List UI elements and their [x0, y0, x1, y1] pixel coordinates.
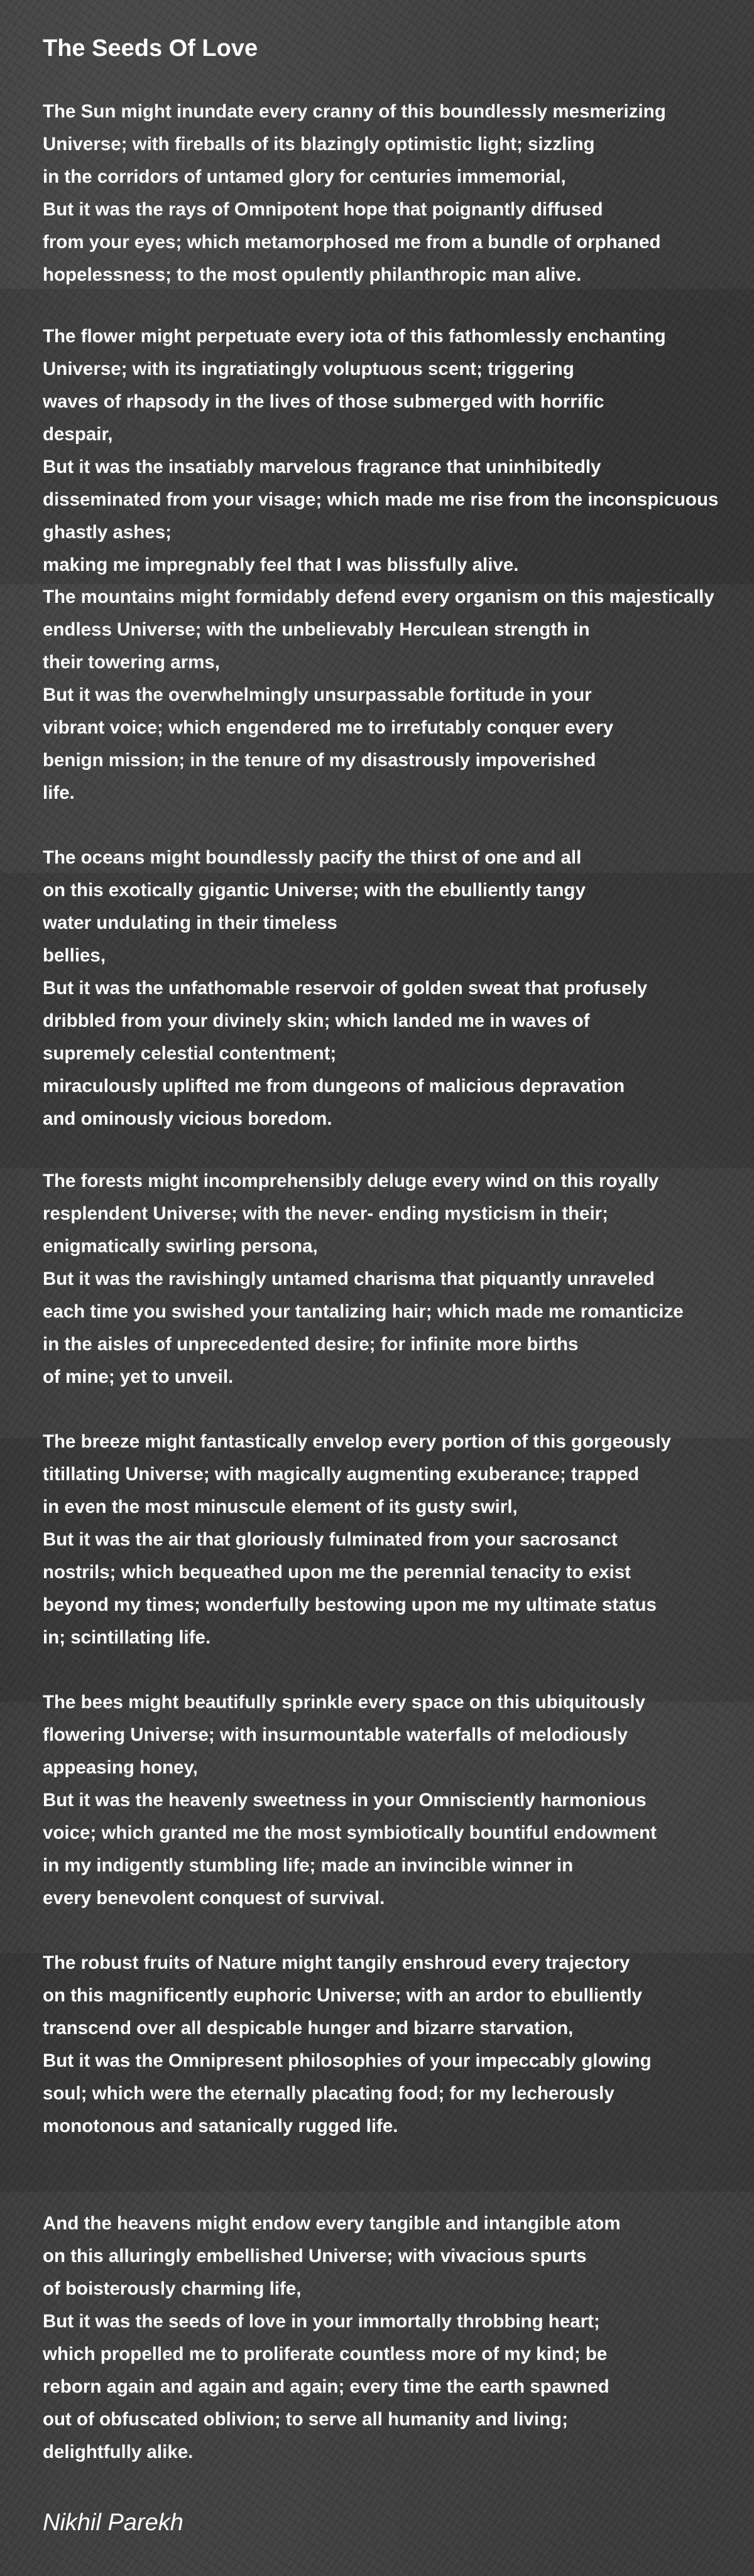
- poem-line: transcend over all despicable hunger and bizarre starvation,: [43, 2018, 574, 2038]
- poem-line: But it was the heavenly sweetness in your Omnisciently harmonious: [43, 1790, 647, 1810]
- poem-line: monotonous and satanically rugged life.: [43, 2116, 398, 2136]
- poem-line: beyond my times; wonderfully bestowing upon me my ultimate status: [43, 1594, 657, 1615]
- poem-line: on this alluringly embellished Universe; with vivacious spurts: [43, 2246, 587, 2266]
- poem-title: The Seeds Of Love: [43, 35, 258, 62]
- poem-line: making me impregnably feel that I was blissfully alive.: [43, 555, 519, 575]
- poem-line: miraculously uplifted me from dungeons of malicious depravation: [43, 1076, 625, 1096]
- poem-stanza: [43, 95, 754, 291]
- poem-line: But it was the insatiably marvelous fragrance that uninhibitedly: [43, 457, 601, 477]
- poem-line: And the heavens might endow every tangible and intangible atom: [43, 2213, 621, 2234]
- poem-line: ghastly ashes;: [43, 522, 172, 543]
- poem-line: their towering arms,: [43, 652, 220, 673]
- poem-line: But it was the Omnipresent philosophies of your impeccably glowing: [43, 2050, 652, 2071]
- poem-line: resplendent Universe; with the never- ending mysticism in their;: [43, 1203, 608, 1224]
- poem-line: But it was the seeds of love in your immortally throbbing heart;: [43, 2311, 600, 2332]
- poem-line: But it was the rays of Omnipotent hope that poignantly diffused: [43, 199, 603, 220]
- poem-line: reborn again and again and again; every time the earth spawned: [43, 2376, 609, 2397]
- poem-line: Universe; with its ingratiatingly voluptuous scent; triggering: [43, 359, 574, 379]
- poem-line: But it was the air that gloriously fulminated from your sacrosanct: [43, 1529, 618, 1550]
- poem-line: on this exotically gigantic Universe; with the ebulliently tangy: [43, 880, 586, 901]
- poem-line: in the corridors of untamed glory for centuries immemorial,: [43, 166, 566, 187]
- poem-line: of boisterously charming life,: [43, 2278, 302, 2299]
- poem-stanza: [43, 842, 754, 1135]
- poem-line: waves of rhapsody in the lives of those submerged with horrific: [43, 391, 604, 412]
- poem-line: in even the most minuscule element of its gusty swirl,: [43, 1496, 518, 1517]
- poem-line: dribbled from your divinely skin; which landed me in waves of: [43, 1010, 590, 1031]
- poem-line: hopelessness; to the most opulently philanthropic man alive.: [43, 264, 582, 285]
- poem-line: delightfully alike.: [43, 2442, 194, 2462]
- poem-line: supremely celestial contentment;: [43, 1043, 337, 1064]
- poem-line: which propelled me to proliferate countless more of my kind; be: [43, 2344, 608, 2364]
- poem-stanza: [43, 320, 754, 582]
- poem-line: But it was the ravishingly untamed charisma that piquantly unraveled: [43, 1269, 655, 1289]
- poem-author: Nikhil Parekh: [43, 2509, 183, 2536]
- poem-line: in the aisles of unprecedented desire; for infinite more births: [43, 1334, 579, 1355]
- poem-line: benign mission; in the tenure of my disastrously impoverished: [43, 750, 596, 771]
- poem-line: The oceans might boundlessly pacify the thirst of one and all: [43, 847, 582, 868]
- poem-line: voice; which granted me the most symbiotically bountiful endowment: [43, 1822, 657, 1843]
- poem-line: But it was the unfathomable reservoir of golden sweat that profusely: [43, 978, 648, 998]
- poem-line: life.: [43, 782, 75, 803]
- poem-line: flowering Universe; with insurmountable waterfalls of melodiously: [43, 1724, 628, 1745]
- poem-line: out of obfuscated oblivion; to serve all humanity and living;: [43, 2409, 568, 2430]
- poem-line: endless Universe; with the unbelievably Herculean strength in: [43, 619, 590, 640]
- poem-line: in my indigently stumbling life; made an invincible winner in: [43, 1855, 574, 1876]
- poem-line: and ominously vicious boredom.: [43, 1108, 332, 1129]
- poem-line: disseminated from your visage; which made me rise from the inconspicuous: [43, 489, 719, 510]
- poem-line: titillating Universe; with magically augmenting exuberance; trapped: [43, 1464, 640, 1485]
- poem-stanza: [43, 2207, 754, 2469]
- poem-line: The robust fruits of Nature might tangily enshroud every trajectory: [43, 1952, 630, 1973]
- poem-line: The mountains might formidably defend every organism on this majestically: [43, 587, 714, 607]
- poem-line: enigmatically swirling persona,: [43, 1236, 318, 1257]
- poem-line: on this magnificently euphoric Universe; with an ardor to ebulliently: [43, 1985, 642, 2006]
- poem-line: appeasing honey,: [43, 1757, 198, 1778]
- poem-line: of mine; yet to unveil.: [43, 1366, 234, 1387]
- poem-stanza: [43, 1426, 754, 1654]
- poem-line: The breeze might fantastically envelop every portion of this gorgeously: [43, 1431, 671, 1452]
- poem-line: soul; which were the eternally placating food; for my lecherously: [43, 2083, 615, 2104]
- poem-line: Universe; with fireballs of its blazingly optimistic light; sizzling: [43, 134, 595, 154]
- poem-line: despair,: [43, 424, 113, 445]
- poem-stanza: [43, 1686, 754, 1915]
- poem-stanza: [43, 1165, 754, 1394]
- poem-line: But it was the overwhelmingly unsurpassable fortitude in your: [43, 685, 592, 705]
- poem-line: The Sun might inundate every cranny of this boundlessly mesmerizing: [43, 101, 666, 122]
- poem-line: from your eyes; which metamorphosed me from a bundle of orphaned: [43, 232, 661, 252]
- poem-line: The flower might perpetuate every iota of this fathomlessly enchanting: [43, 326, 666, 347]
- poem-line: water undulating in their timeless: [43, 912, 337, 933]
- poem-line: every benevolent conquest of survival.: [43, 1888, 385, 1908]
- poem-stanza: [43, 581, 754, 809]
- poem-line: each time you swished your tantalizing hair; which made me romanticize: [43, 1301, 684, 1322]
- poem-line: The forests might incomprehensibly deluge every wind on this royally: [43, 1171, 659, 1191]
- poem-line: nostrils; which bequeathed upon me the perennial tenacity to exist: [43, 1562, 631, 1583]
- poem-line: The bees might beautifully sprinkle every space on this ubiquitously: [43, 1692, 645, 1713]
- poem-stanza: [43, 1947, 754, 2143]
- poem-line: bellies,: [43, 945, 106, 966]
- poem-line: in; scintillating life.: [43, 1627, 211, 1648]
- poem-line: vibrant voice; which engendered me to irrefutably conquer every: [43, 717, 614, 738]
